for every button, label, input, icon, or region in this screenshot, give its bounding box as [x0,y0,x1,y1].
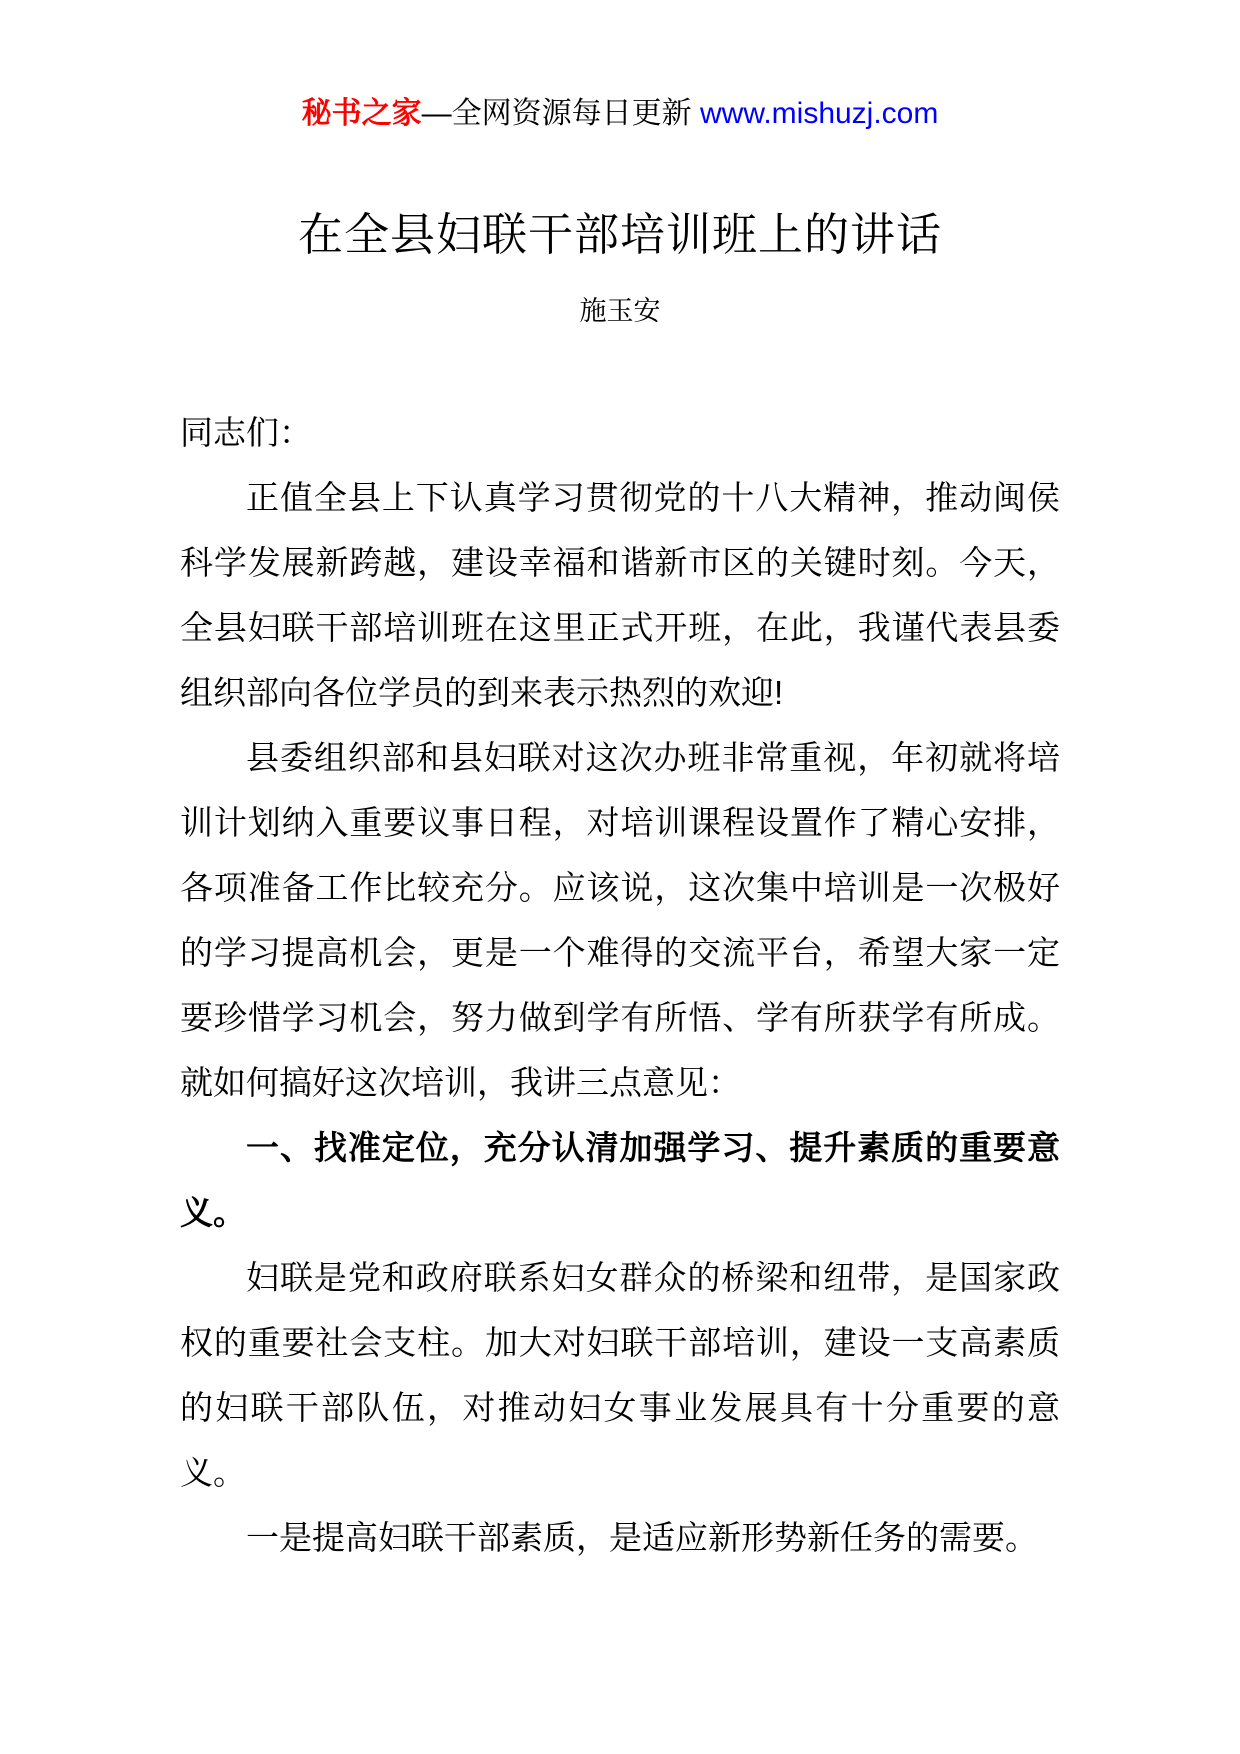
paragraph: 正值全县上下认真学习贯彻党的十八大精神，推动闽侯科学发展新跨越，建设幸福和谐新市区的关键时刻。今天，全县妇联干部培训班在这里正式开班，在此，我谨代表县委组织部向各位学员的到来表示热烈的欢迎! [180,479,1060,711]
document-body [180,400,1060,1570]
paragraph: 一是提高妇联干部素质，是适应新形势新任务的需要。 [246,1519,1038,1556]
section-heading: 一、找准定位，充分认清加强学习、提升素质的重要意义。 [180,1129,1060,1231]
document-author: 施玉安 [579,296,661,326]
paragraph-salutation: 同志们： [180,414,312,451]
site-header [0,0,1240,132]
site-tagline: —全网资源每日更新 [421,97,700,130]
site-url-link[interactable]: www.mishuzj.com [699,97,939,130]
paragraph: 妇联是党和政府联系妇女群众的桥梁和纽带，是国家政权的重要社会支柱。加大对妇联干部培训，建设一支高素质的妇联干部队伍，对推动妇女事业发展具有十分重要的意义。 [180,1259,1060,1491]
document-title: 在全县妇联干部培训班上的讲话 [297,209,942,260]
paragraph: 县委组织部和县妇联对这次办班非常重视，年初就将培训计划纳入重要议事日程，对培训课程设置作了精心安排，各项准备工作比较充分。应该说，这次集中培训是一次极好的学习提高机会，更是一个难得的交流平台，希望大家一定要珍惜学习机会，努力做到学有所悟、学有所获学有所成。就如何搞好这次培训，我讲三点意见： [180,739,1060,1101]
site-brand: 秘书之家 [301,97,422,130]
